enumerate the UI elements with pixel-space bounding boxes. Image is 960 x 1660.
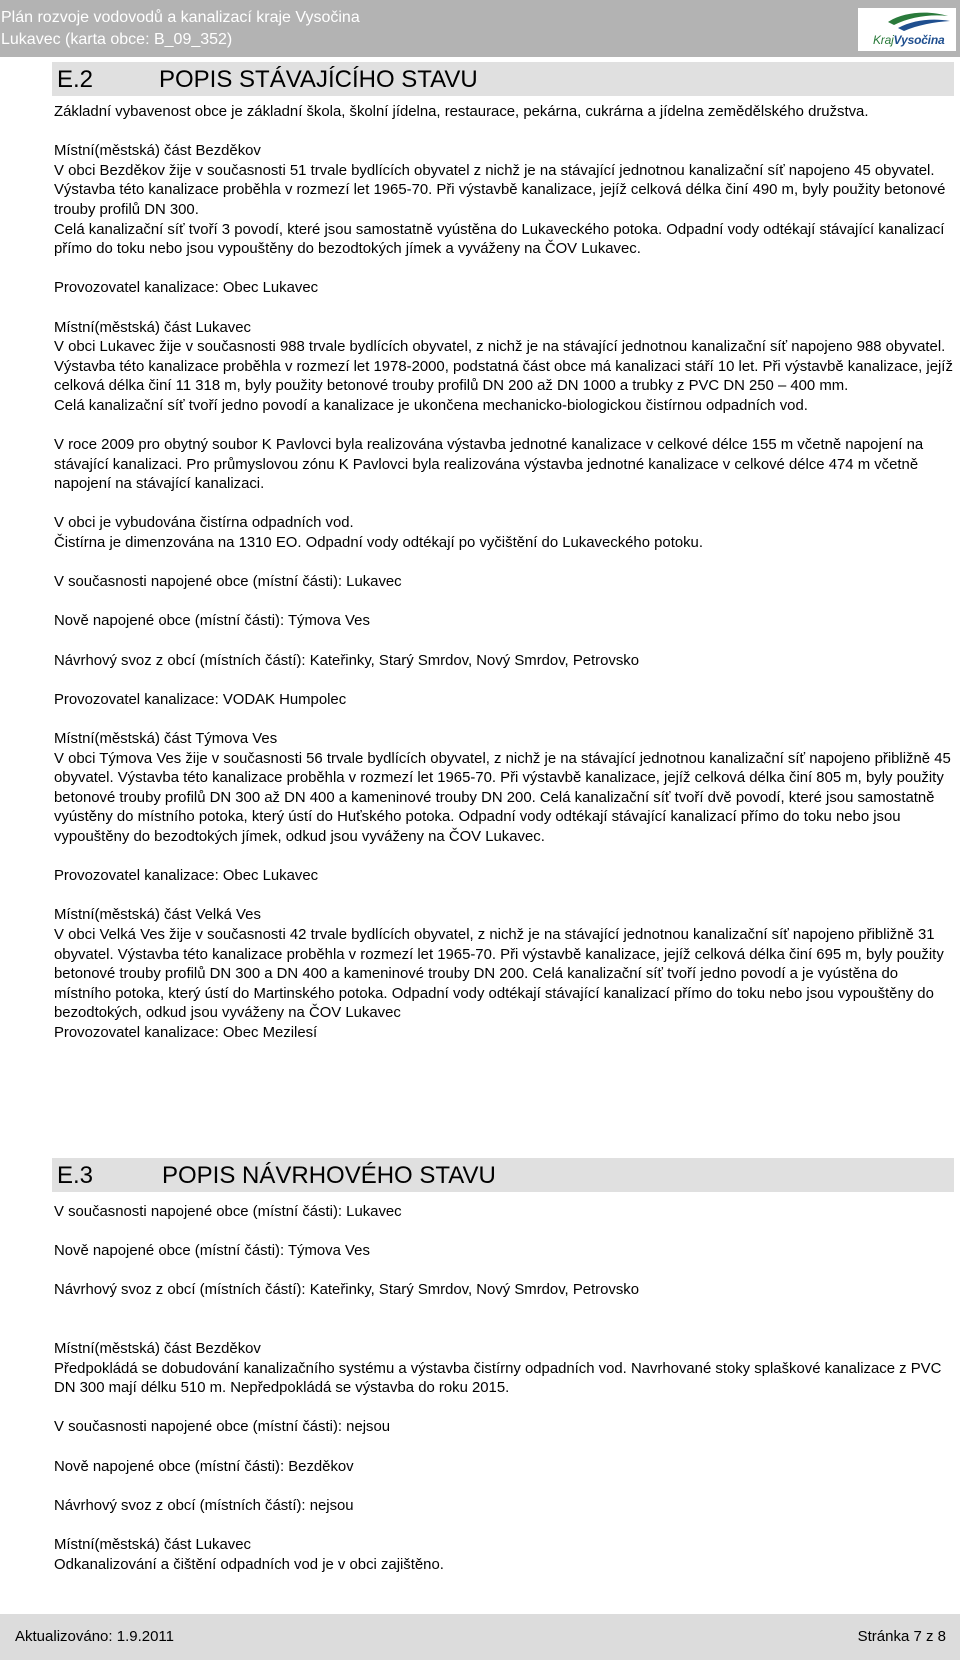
subheading-bezdekov: Místní(městská) část Bezděkov [54, 1340, 261, 1357]
paragraph-nove-napojene: Nově napojené obce (místní části): Bezděkov [54, 1458, 354, 1475]
paragraph-nove-napojene: Nově napojené obce (místní části): Týmova Ves [54, 613, 370, 630]
logo-kraj: Kraj [873, 33, 894, 47]
section-number: E.2 [57, 66, 94, 93]
footer-updated: Aktualizováno: 1.9.2011 [15, 1628, 175, 1645]
header-title-line2: Lukavec (karta obce: B_09_352) [1, 31, 233, 48]
paragraph-tymova-ves: V obci Týmova Ves žije v současnosti 56 trvale bydlících obyvatel, z nichž je na stávající jednotnou kanalizační síť napojeno přibližně 45 obyvatel. Výstavba této kanalizace proběhla v rozmezí let 1965-70. Při výstavbě kanalizace, jejíž celková délka činí 805 m, byly použity betonové trouby profilů DN 300 až DN 400 a kameninové trouby DN 200. Celá kanalizační síť tvoří dvě povodí, které jsou samostatně vyústěny do místního potoka, který ústí do Huťského potoka. Odpadní vody odtékají stávající kanalizací přímo do toku nebo jsou vypouštěny do bezodtokých jímek, odkud jsou vyváženy na ČOV Lukavec. [54, 750, 951, 845]
section-heading-e3 [52, 1158, 954, 1192]
paragraph-lukavec-povodi: Celá kanalizační síť tvoří jedno povodí a kanalizace je ukončena mechanicko-biologickou čistírnou odpadních vod. [54, 397, 808, 414]
paragraph-lukavec: V obci Lukavec žije v současnosti 988 trvale bydlících obyvatel, z nichž je na stávající jednotnou kanalizační síť napojeno 988 obyvatel. Výstavba této kanalizace proběhla v rozmezí let 1978-2000, podstatná část obce má kanalizaci stáří 10 let. Při výstavbě kanalizace, jejíž celková délka činí 11 318 m, byly použity betonové trouby profilů DN 200 až DN 1000 a trubky z PVC DN 250 – 400 mm. [54, 339, 953, 395]
paragraph-bezdekov: V obci Bezděkov žije v současnosti 51 trvale bydlících obyvatel z nichž je na stávající jednotnou kanalizační síť napojeno 45 obyvatel. Výstavba této kanalizace proběhla v rozmezí let 1965-70. Při výstavbě kanalizace, jejíž celková délka činí 490 m, byly použity betonové trouby profilů DN 300. [54, 162, 946, 218]
subheading-velka-ves: Místní(městská) část Velká Ves [54, 907, 261, 924]
paragraph-vybavenost: Základní vybavenost obce je základní škola, školní jídelna, restaurace, pekárna, cukrárna a jídelna zemědělského družstva. [54, 104, 869, 120]
paragraph-svoz: Návrhový svoz z obcí (místních částí): Kateřinky, Starý Smrdov, Nový Smrdov, Petrovsko [54, 652, 640, 669]
section-heading-e2 [52, 62, 954, 96]
section-e2-body [54, 103, 954, 1044]
paragraph-bezdekov-navrh: Předpokládá se dobudování kanalizačního systému a výstavba čistírny odpadních vod. Navrhované stoky splaškové kanalizace z PVC DN 300 mají délku 510 m. Nepředpokládá se výstavba do roku 2015. [54, 1360, 942, 1397]
subheading-bezdekov: Místní(městská) část Bezděkov [54, 143, 261, 160]
paragraph-nove-napojene: Nově napojené obce (místní části): Týmova Ves [54, 1243, 370, 1260]
paragraph-provozovatel: Provozovatel kanalizace: VODAK Humpolec [54, 691, 347, 708]
logo-vysocina: Vysočina [893, 33, 945, 47]
paragraph-cov: V obci je vybudována čistírna odpadních vod. [54, 515, 354, 532]
footer-page-number: Stránka 7 z 8 [857, 1628, 946, 1645]
header-title-line1: Plán rozvoje vodovodů a kanalizací kraje Vysočina [1, 9, 360, 26]
paragraph-svoz: Návrhový svoz z obcí (místních částí): nejsou [54, 1497, 354, 1514]
paragraph-napojene: V současnosti napojené obce (místní části): nejsou [54, 1419, 391, 1436]
paragraph-cov-kapacita: Čistírna je dimenzována na 1310 EO. Odpadní vody odtékají po vyčištění do Lukaveckého potoku. [54, 535, 703, 552]
paragraph-provozovatel: Provozovatel kanalizace: Obec Lukavec [54, 280, 319, 297]
subheading-tymova-ves: Místní(městská) část Týmova Ves [54, 731, 278, 747]
paragraph-lukavec-navrh: Odkanalizování a čištění odpadních vod je v obci zajištěno. [54, 1556, 444, 1573]
section-number: E.3 [57, 1162, 94, 1189]
logo-text [873, 33, 944, 47]
subheading-lukavec: Místní(městská) část Lukavec [54, 1536, 251, 1553]
paragraph-velka-ves: V obci Velká Ves žije v současnosti 42 trvale bydlících obyvatel, z nichž je na stávající jednotnou kanalizační síť napojeno přibližně 31 obyvatel. Výstavba této kanalizace proběhla v rozmezí let 1965-70. Při výstavbě kanalizace, jejíž celková délka činí 695 m, byly použity betonové trouby profilů DN 300 a DN 400 a kameninové trouby DN 200. Celá kanalizační síť tvoří jedno povodí a je vyústěna do místního potoka, který ústí do Martinského potoka. Odpadní vody odtékají stávající kanalizací přímo do toku nebo jsou vypouštěny do bezodtokých, odkud jsou vyváženy na ČOV Lukavec [54, 926, 944, 1022]
paragraph-bezdekov-povodi: Celá kanalizační síť tvoří 3 povodí, které jsou samostatně vyústěna do Lukaveckého potoka. Odpadní vody odtékají stávající kanalizací přímo do toku nebo jsou vypouštěny do bezodtokých jímek a vyváženy na ČOV Lukavec. [54, 221, 945, 258]
page-header [0, 0, 960, 57]
paragraph-svoz: Návrhový svoz z obcí (místních částí): Kateřinky, Starý Smrdov, Nový Smrdov, Petrovsko [54, 1282, 640, 1299]
subheading-lukavec: Místní(městská) část Lukavec [54, 319, 251, 336]
kraj-vysocina-logo [858, 8, 956, 51]
paragraph-pavlovci: V roce 2009 pro obytný soubor K Pavlovci byla realizována výstavba jednotné kanalizace v celkové délce 155 m včetně napojení na stávající kanalizaci. Pro průmyslovou zónu K Pavlovci byla realizována výstavba jednotné kanalizace v celkové délce 474 m včetně napojení na stávající kanalizaci. [54, 437, 924, 493]
section-e3-body [54, 1203, 954, 1575]
paragraph-provozovatel: Provozovatel kanalizace: Obec Lukavec [54, 868, 319, 885]
section-title: POPIS STÁVAJÍCÍHO STAVU [159, 66, 478, 93]
paragraph-provozovatel: Provozovatel kanalizace: Obec Mezilesí [54, 1024, 318, 1041]
paragraph-napojene: V současnosti napojené obce (místní části): Lukavec [54, 574, 402, 591]
page-footer [0, 1614, 960, 1660]
paragraph-napojene: V současnosti napojené obce (místní části): Lukavec [54, 1204, 402, 1220]
header-title [1, 7, 360, 51]
section-title: POPIS NÁVRHOVÉHO STAVU [162, 1162, 496, 1189]
